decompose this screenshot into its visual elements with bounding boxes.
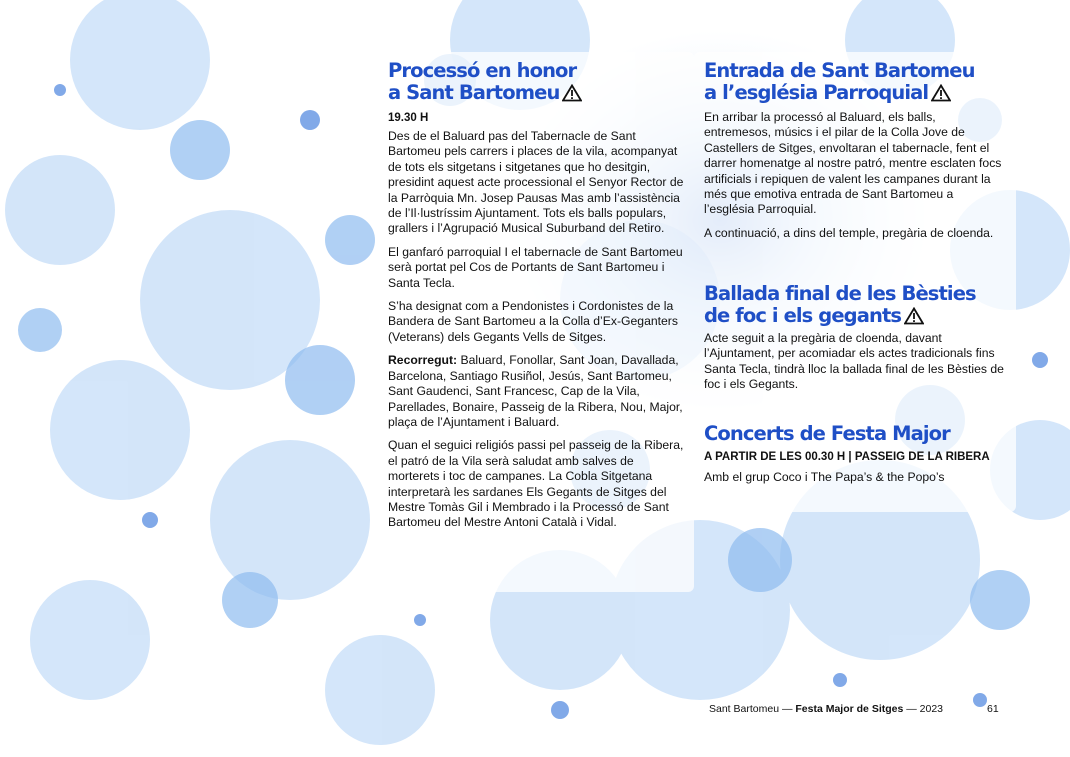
procession-paragraph-3: S’ha designat com a Pendonistes i Cordonistes de la Bandera de Sant Bartomeu a la Colla d’Ex-Geganters (Veterans) dels Gegants Vells de Sitges. (388, 299, 678, 344)
entrance-title (704, 60, 1004, 104)
page-number: 61 (987, 703, 999, 715)
ballada-paragraph-1: Acte seguit a la pregària de cloenda, davant l’Ajuntament, per acomiadar els actes tradicionals fins Santa Tecla, tindrà lloc la ballada final de les Bèsties de foc i els Gegants. (704, 331, 1004, 392)
entrance-title-line2: a l’església Parroquial (704, 81, 929, 104)
procession-section (388, 60, 684, 539)
footer-text (709, 703, 943, 715)
route-label: Recorregut: (388, 353, 458, 368)
procession-title-line1: Processó en honor (388, 59, 577, 82)
concerts-section (704, 423, 990, 493)
ballada-title (704, 283, 1004, 327)
entrance-section (704, 60, 1004, 249)
entrance-paragraph-2: A continuació, a dins del temple, pregària de cloenda. (704, 225, 994, 240)
entrance-paragraph-1: En arribar la processó al Baluard, els balls, entremesos, músics i el pilar de la Colla Jove de Castellers de Sitges, envoltaran el tabernacle, fent el darrer homenatge al nostre patró, mentre esclaten focs artificials i repiquen de valent les campanes durant la més que emotiva entrada de Sant Bartomeu a l’església Parroquial. (704, 110, 1002, 217)
warning-triangle-icon (562, 84, 582, 102)
concerts-title (704, 423, 990, 445)
procession-paragraph-2: El ganfaró parroquial I el tabernacle de Sant Bartomeu serà portat pel Cos de Portants de Sant Bartomeu i Santa Tecla. (388, 244, 683, 290)
concerts-paragraph-1: Amb el grup Coco i The Papa’s & the Popo’s (704, 470, 945, 484)
warning-triangle-icon (904, 307, 924, 325)
procession-time: 19.30 H (388, 112, 429, 124)
footer-part1: Sant Bartomeu — (709, 703, 796, 715)
route-text: Baluard, Fonollar, Sant Joan, Davallada, Barcelona, Santiago Rusiñol, Jesús, Sant Bartomeu, Sant Gaudenci, Sant Francesc, Cap de la Vila, Parellades, Bonaire, Passeig de la Ribera, Nou, Major, plaça de l’Ajuntament i Baluard. (388, 353, 683, 429)
concerts-time: A PARTIR DE LES 00.30 H | PASSEIG DE LA RIBERA (704, 451, 990, 463)
procession-title-line2: a Sant Bartomeu (388, 81, 560, 104)
ballada-title-line2: de foc i els gegants (704, 304, 902, 327)
footer-part2: Festa Major de Sitges (795, 703, 904, 715)
warning-triangle-icon (931, 84, 951, 102)
entrance-title-line1: Entrada de Sant Bartomeu (704, 59, 975, 82)
ballada-title-line1: Ballada final de les Bèsties (704, 282, 976, 305)
procession-paragraph-1: Des de el Baluard pas del Tabernacle de Sant Bartomeu pels carrers i places de la vila, acompanyat de tots els sitgetans i sitgetanes que ho desitgin, presidint aquest acte processional el Senyor Rector de la Parròquia Mn. Josep Pausas Mas amb l’assistència de l’Il·lustríssim Ajuntament. Tots els balls populars, grallers i l’Agrupació Musical Suburband del Retiro. (388, 129, 684, 236)
procession-route (388, 353, 684, 430)
procession-paragraph-5: Quan el seguici religiós passi pel passeig de la Ribera, el patró de la Vila serà saludat amb salves de morterets i toc de campanes. La Cobla Sitgetana interpretarà les sardanes Els Gegants de Sitges del Mestre Tomàs Gil i Membrado i la Processó de Sant Bartomeu del Mestre Antoni Català i Vidal. (388, 438, 684, 530)
procession-title (388, 60, 684, 104)
concerts-title-text: Concerts de Festa Major (704, 422, 950, 445)
footer-part3: — 2023 (903, 703, 944, 715)
ballada-section (704, 283, 1004, 401)
